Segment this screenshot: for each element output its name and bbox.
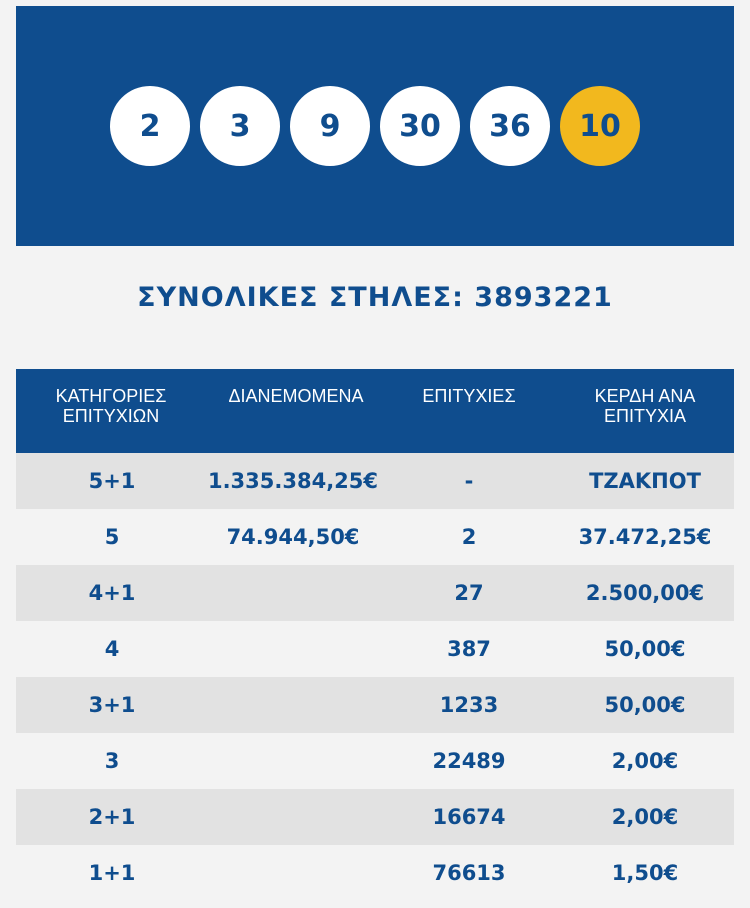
draw-results-banner xyxy=(16,6,734,246)
number-ball: 2 xyxy=(110,86,190,166)
table-row xyxy=(16,733,734,789)
winners-cell: 27 xyxy=(454,581,484,605)
winners-cell: - xyxy=(464,469,474,493)
header-category: ΚΑΤΗΓΟΡΙΕΣ ΕΠΙΤΥΧΙΩΝ xyxy=(55,386,167,426)
category-cell: 2+1 xyxy=(88,805,136,829)
total-columns-label: ΣΥΝΟΛΙΚΕΣ ΣΤΗΛΕΣ: 3893221 xyxy=(137,282,613,313)
number-ball: 3 xyxy=(200,86,280,166)
category-cell: 1+1 xyxy=(88,861,136,885)
distributed-cell xyxy=(186,733,400,789)
distributed-cell xyxy=(186,621,400,677)
distributed-cell xyxy=(186,565,400,621)
distributed-cell xyxy=(186,789,400,845)
table-row xyxy=(16,845,734,901)
header-distributed: ΔΙΑΝΕΜΟΜΕΝΑ xyxy=(228,386,364,406)
bonus-number-ball: 10 xyxy=(560,86,640,166)
number-ball: 30 xyxy=(380,86,460,166)
winners-cell: 16674 xyxy=(432,805,506,829)
category-cell: 5 xyxy=(104,525,120,549)
number-ball: 36 xyxy=(470,86,550,166)
category-cell: 3+1 xyxy=(88,693,136,717)
category-cell: 4 xyxy=(104,637,120,661)
table-row xyxy=(16,789,734,845)
category-cell: 3 xyxy=(104,749,120,773)
prize-table xyxy=(16,369,734,901)
category-cell: 4+1 xyxy=(88,581,136,605)
winners-cell: 387 xyxy=(447,637,491,661)
prize-cell: 37.472,25€ xyxy=(578,525,712,549)
table-row xyxy=(16,509,734,565)
prize-cell: 1,50€ xyxy=(611,861,679,885)
winners-cell: 2 xyxy=(461,525,477,549)
prize-cell: 50,00€ xyxy=(604,637,686,661)
distributed-cell: 74.944,50€ xyxy=(226,525,360,549)
distributed-cell: 1.335.384,25€ xyxy=(207,469,379,493)
distributed-cell xyxy=(186,677,400,733)
number-ball: 9 xyxy=(290,86,370,166)
prize-cell: 50,00€ xyxy=(604,693,686,717)
table-row xyxy=(16,565,734,621)
prize-cell: 2.500,00€ xyxy=(585,581,705,605)
winning-numbers xyxy=(16,6,734,246)
category-cell: 5+1 xyxy=(88,469,136,493)
winners-cell: 76613 xyxy=(432,861,506,885)
prize-table-header xyxy=(16,369,734,453)
prize-cell: 2,00€ xyxy=(611,805,679,829)
table-row xyxy=(16,621,734,677)
prize-cell: 2,00€ xyxy=(611,749,679,773)
table-row xyxy=(16,453,734,509)
distributed-cell xyxy=(186,845,400,901)
prize-cell: ΤΖΑΚΠΟΤ xyxy=(589,469,701,493)
winners-cell: 1233 xyxy=(439,693,499,717)
winners-cell: 22489 xyxy=(432,749,506,773)
table-row xyxy=(16,677,734,733)
header-winners: ΕΠΙΤΥΧΙΕΣ xyxy=(422,386,516,406)
header-prize: ΚΕΡΔΗ ΑΝΑ ΕΠΙΤΥΧΙΑ xyxy=(594,386,696,426)
